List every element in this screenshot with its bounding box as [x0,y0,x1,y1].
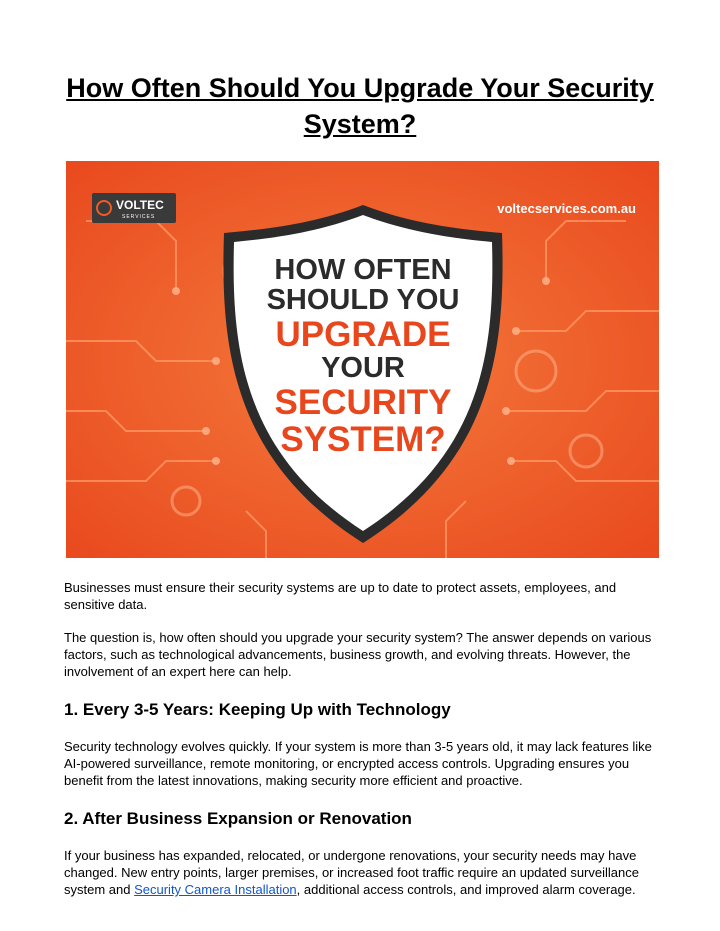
website-text: voltecservices.com.au [497,201,636,216]
intro-paragraph-1: Businesses must ensure their security systems are up to date to protect assets, employees, and sensitive data. [64,580,617,612]
voltec-logo [92,193,176,223]
section-1-body: Security technology evolves quickly. If your system is more than 3-5 years old, it may lack features like AI-powered surveillance, remote monitoring, or encrypted access controls. Upgrading ensures you benefit from the latest innovations, making security more efficient and proactive. [64,739,652,788]
shield-line-6: SYSTEM? [280,420,446,459]
logo-sub-text: SERVICES [122,214,156,220]
page-title: How Often Should You Upgrade Your Security System? [66,73,654,139]
section-1-heading: 1. Every 3-5 Years: Keeping Up with Technology [64,700,451,719]
intro-paragraph-2: The question is, how often should you upgrade your security system? The answer depends on various factors, such as technological advancements, business growth, and evolving threats. However, the involvement of an expert here can help. [64,630,652,679]
section-2-body-start: If your business has expanded, relocated, or undergone renovations, your security needs may have changed. New entry points, larger premises, or increased foot traffic require an updated surveillance system and [64,848,639,897]
shield-line-3: UPGRADE [275,315,451,354]
hero-graphic [66,161,659,558]
hero-banner-image [66,161,659,558]
logo-name-text: VOLTEC [116,198,164,212]
shield-line-2: SHOULD YOU [266,284,460,316]
section-2-body [64,847,664,898]
shield-line-4: YOUR [321,352,405,384]
section-2-heading: 2. After Business Expansion or Renovation [64,809,412,828]
security-camera-installation-link[interactable]: Security Camera Installation [134,882,297,897]
section-2-body-end: , additional access controls, and improved alarm coverage. [296,882,636,897]
shield-line-5: SECURITY [274,383,452,422]
shield-line-1: HOW OFTEN [274,254,452,286]
